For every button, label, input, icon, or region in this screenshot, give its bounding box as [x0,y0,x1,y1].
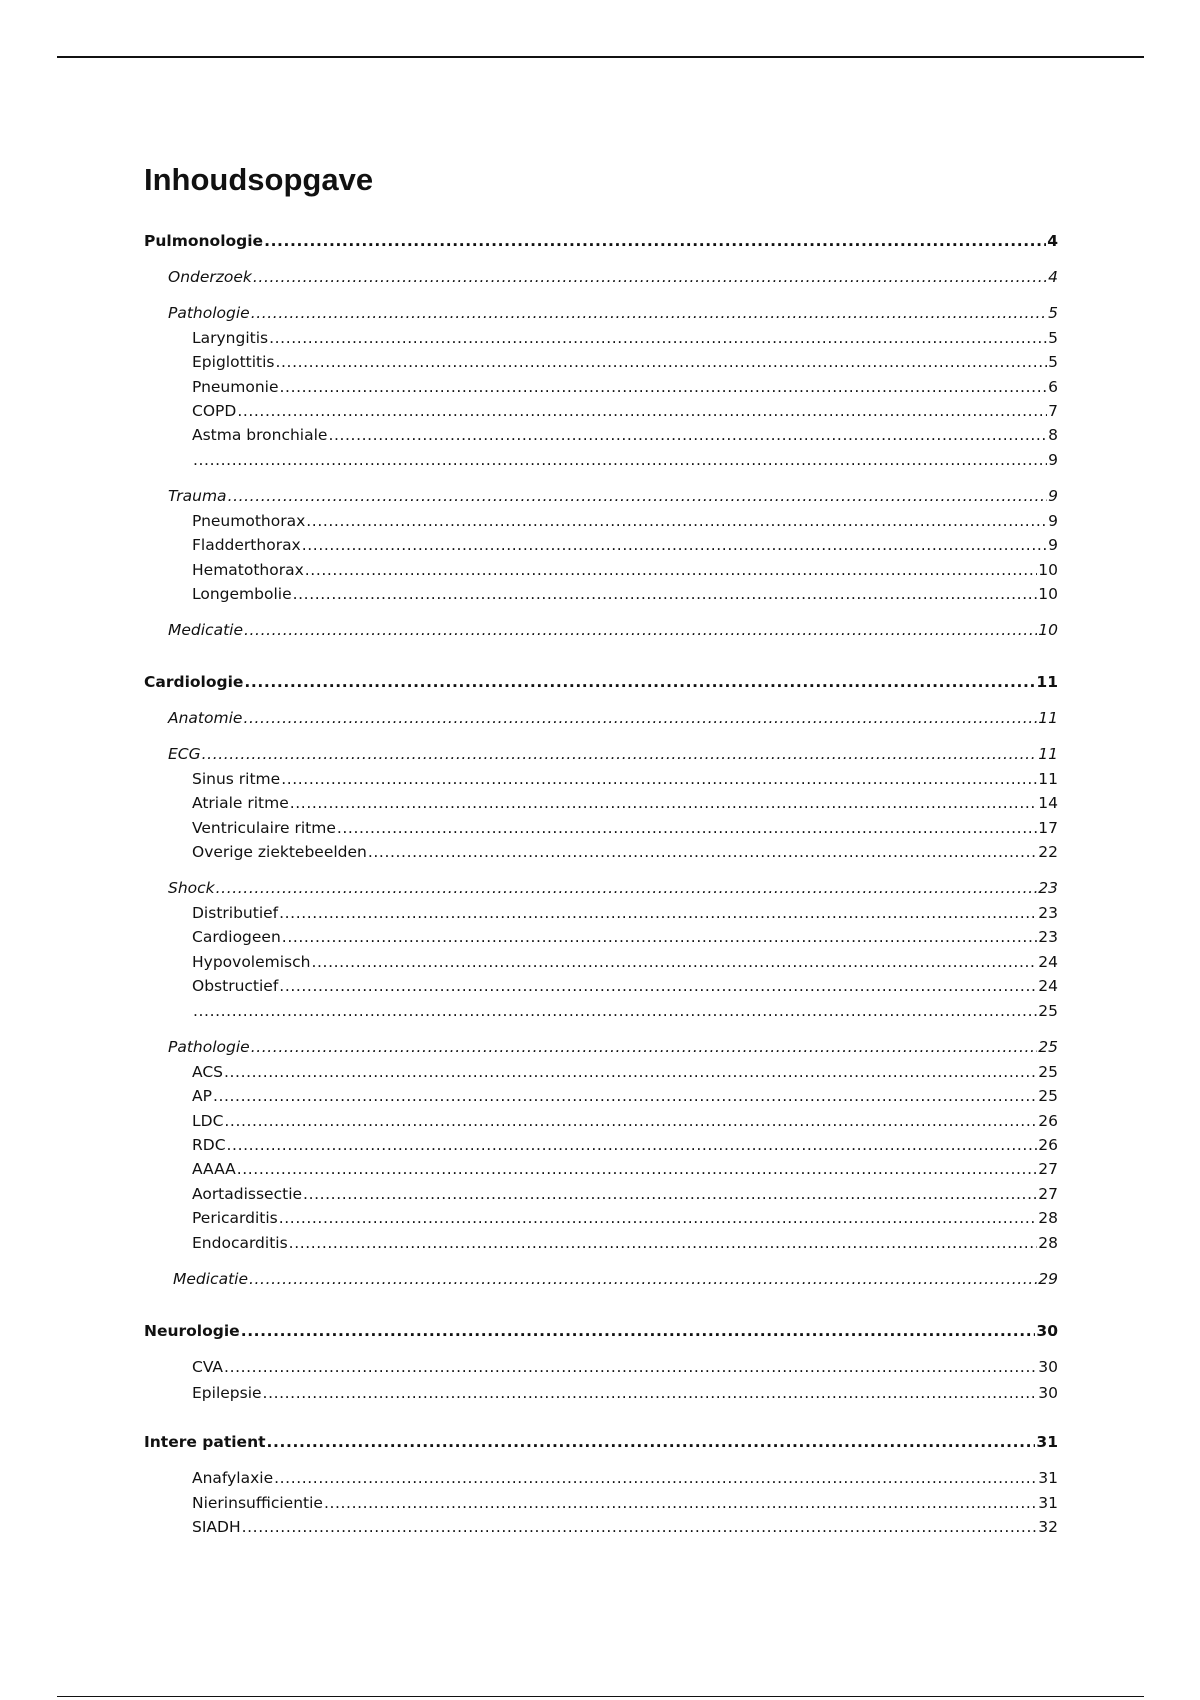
toc-entry[interactable] [192,534,1058,556]
toc-entry-label: AP [192,1087,212,1105]
toc-leader-dots [237,400,1047,422]
toc-entry[interactable] [192,400,1058,422]
toc-leader-dots [279,902,1037,924]
toc-entry-label: Epilepsie [192,1384,262,1402]
toc-entry-label: Hematothorax [192,561,304,579]
toc-leader-dots [279,1207,1038,1229]
toc-page-number: 28 [1038,1209,1058,1227]
toc-entry[interactable] [192,768,1058,790]
toc-entry[interactable] [192,1134,1058,1156]
toc-page-number: 29 [1038,1270,1058,1288]
toc-entry-label: Longembolie [192,585,292,603]
toc-entry[interactable] [168,266,1058,288]
toc-entry-label: Obstructief [192,977,279,995]
toc-entry[interactable] [192,951,1058,973]
toc-entry-label: Overige ziektebeelden [192,843,367,861]
toc-page-number: 11 [1038,770,1058,788]
toc-entry[interactable] [192,1085,1058,1107]
toc-entry[interactable] [168,877,1058,899]
toc-page-number: 8 [1048,426,1058,444]
toc-leader-dots [328,424,1047,446]
toc-page-number: 10 [1038,621,1058,639]
toc-leader-dots [241,1320,1036,1342]
toc-entry-label: Neurologie [144,1322,240,1340]
toc-page-number: 24 [1038,953,1058,971]
toc-entry[interactable] [192,1232,1058,1254]
toc-leader-dots [324,1492,1037,1514]
toc-entry[interactable] [192,351,1058,373]
toc-entry[interactable] [192,817,1058,839]
toc-leader-dots [242,1516,1038,1538]
toc-page-number: 4 [1047,232,1058,250]
toc-page-number: 9 [1048,451,1058,469]
toc-leader-dots [293,583,1038,605]
toc-entry[interactable] [192,1183,1058,1205]
toc-page-number: 11 [1038,745,1058,763]
toc-entry-label: SIADH [192,1518,241,1536]
toc-leader-dots [303,1183,1037,1205]
toc-entry-label: Pneumonie [192,378,279,396]
toc-entry[interactable] [192,1516,1058,1538]
toc-page-number: 5 [1048,353,1058,371]
toc-page-number: 31 [1036,1433,1058,1451]
toc-entry-label: CVA [192,1358,224,1376]
toc-entry-label: Pneumothorax [192,512,306,530]
toc-page-number: 26 [1038,1112,1058,1130]
toc-leader-dots [216,877,1038,899]
toc-entry[interactable] [168,302,1058,324]
toc-entry[interactable] [144,230,1058,252]
toc-leader-dots [244,671,1035,693]
toc-page-number: 10 [1038,561,1058,579]
toc-entry[interactable] [144,1431,1058,1453]
toc-leader-dots [276,351,1048,373]
toc-entry-label: Laryngitis [192,329,269,347]
toc-page-number: 9 [1048,536,1058,554]
toc-leader-dots [280,376,1048,398]
toc-entry-label: Trauma [168,487,227,505]
toc-entry-label: Hypovolemisch [192,953,311,971]
toc-entry[interactable] [192,926,1058,948]
toc-leader-dots [289,1232,1038,1254]
toc-leader-dots [227,1134,1038,1156]
toc-page-number: 25 [1038,1038,1058,1056]
toc-entry[interactable] [173,1268,1058,1290]
toc-page-number: 23 [1038,904,1058,922]
toc-entry-label: Atriale ritme [192,794,289,812]
toc-leader-dots [305,559,1037,581]
toc-entry-label: ECG [168,745,201,763]
toc-entry[interactable] [192,327,1058,349]
toc-page-number: 31 [1038,1494,1058,1512]
toc-entry-label: Aortadissectie [192,1185,303,1203]
toc-entry-label: Anafylaxie [192,1469,274,1487]
toc-leader-dots [279,975,1037,997]
toc-leader-dots [302,534,1047,556]
toc-page-number: 14 [1038,794,1058,812]
toc-entry[interactable] [192,841,1058,863]
toc-leader-dots [274,1467,1037,1489]
toc-page-number: 24 [1038,977,1058,995]
toc-leader-dots [306,510,1047,532]
toc-entry-label: Fladderthorax [192,536,301,554]
toc-page-number: 25 [1038,1087,1058,1105]
toc-entry[interactable] [168,707,1058,729]
toc-entry[interactable] [192,1467,1058,1489]
toc-entry[interactable] [192,1492,1058,1514]
toc-entry[interactable] [168,619,1058,641]
toc-entry[interactable] [168,743,1058,765]
toc-entry-label: Ventriculaire ritme [192,819,336,837]
toc-page-number: 11 [1038,709,1058,727]
toc-page-number: 25 [1038,1063,1058,1081]
toc-entry[interactable] [192,975,1058,997]
toc-entry-label: Medicatie [168,621,243,639]
toc-entry-label: LDC [192,1112,224,1130]
toc-entry-label: Cardiogeen [192,928,281,946]
toc-entry-label: Distributief [192,904,279,922]
toc-entry-label: Sinus ritme [192,770,281,788]
toc-entry-label: Pericarditis [192,1209,278,1227]
toc-entry[interactable] [144,671,1058,693]
toc-entry-label: Shock [168,879,215,897]
toc-entry[interactable] [192,1158,1058,1180]
toc-entry-label: Pathologie [168,304,250,322]
toc-entry-label: ACS [192,1063,223,1081]
toc-page-number: 5 [1048,329,1058,347]
toc-leader-dots [224,1061,1037,1083]
toc-entry[interactable] [192,1110,1058,1132]
toc-entry[interactable] [192,583,1058,605]
toc-page-number: 30 [1038,1358,1058,1376]
toc-leader-dots [264,230,1046,252]
toc-page-number: 26 [1038,1136,1058,1154]
toc-page-number: 10 [1038,585,1058,603]
toc-leader-dots [282,926,1037,948]
toc-leader-dots [249,1268,1037,1290]
toc-entry-label: Pulmonologie [144,232,264,250]
toc-leader-dots [311,951,1037,973]
toc-page-number: 17 [1038,819,1058,837]
toc-leader-dots [193,1000,1037,1022]
toc-entry-label: Anatomie [168,709,243,727]
toc-page-number: 32 [1038,1518,1058,1536]
toc-entry[interactable] [192,902,1058,924]
toc-entry-label: Medicatie [173,1270,248,1288]
toc-leader-dots [202,743,1038,765]
toc-leader-dots [253,266,1047,288]
toc-leader-dots [368,841,1037,863]
toc-entry[interactable] [192,1356,1058,1378]
toc-entry[interactable] [168,485,1058,507]
toc-entry[interactable] [192,376,1058,398]
toc-leader-dots [237,1158,1038,1180]
toc-page-number: 5 [1048,304,1058,322]
toc-leader-dots [224,1356,1037,1378]
toc-page-number: 22 [1038,843,1058,861]
toc-entry[interactable] [192,1382,1058,1404]
toc-entry[interactable] [192,510,1058,532]
toc-entry[interactable] [192,449,1058,471]
toc-leader-dots [267,1431,1036,1453]
toc-entry-label: RDC [192,1136,226,1154]
toc-entry-label: Onderzoek [168,268,252,286]
toc-entry-label: Astma bronchiale [192,426,328,444]
toc-leader-dots [243,707,1037,729]
toc-entry-label: Pathologie [168,1038,250,1056]
toc-leader-dots [244,619,1037,641]
toc-page-number: 4 [1048,268,1058,286]
toc-entry[interactable] [144,1320,1058,1342]
toc-leader-dots [193,449,1047,471]
toc-page-number: 30 [1036,1322,1058,1340]
toc-entry-label: Nierinsufficientie [192,1494,323,1512]
footer-rule [57,1696,1144,1697]
toc-leader-dots [228,485,1048,507]
toc-leader-dots [281,768,1037,790]
toc-entry[interactable] [192,559,1058,581]
toc-page-number: 23 [1038,879,1058,897]
toc-entry[interactable] [192,792,1058,814]
toc-page-number: 9 [1048,487,1058,505]
toc-entry-label: COPD [192,402,237,420]
toc-entry[interactable] [192,1207,1058,1229]
toc-leader-dots [251,302,1047,324]
page-title: Inhoudsopgave [144,162,374,197]
toc-page-number: 28 [1038,1234,1058,1252]
toc-entry-label: AAAA [192,1160,236,1178]
toc-page-number: 27 [1038,1160,1058,1178]
toc-entry-label: Endocarditis [192,1234,288,1252]
toc-entry-label: Epiglottitis [192,353,275,371]
toc-leader-dots [213,1085,1037,1107]
toc-leader-dots [290,792,1038,814]
toc-page-number: 27 [1038,1185,1058,1203]
toc-leader-dots [337,817,1037,839]
toc-page-number: 25 [1038,1002,1058,1020]
toc-entry[interactable] [192,1000,1058,1022]
toc-entry[interactable] [192,1061,1058,1083]
toc-page-number: 31 [1038,1469,1058,1487]
toc-page-number: 23 [1038,928,1058,946]
toc-page-number: 7 [1048,402,1058,420]
toc-leader-dots [224,1110,1037,1132]
toc-page-number: 11 [1036,673,1058,691]
toc-entry-label: Intere patient [144,1433,266,1451]
toc-leader-dots [269,327,1047,349]
toc-entry[interactable] [168,1036,1058,1058]
toc-leader-dots [251,1036,1038,1058]
toc-entry-label: Cardiologie [144,673,244,691]
toc-entry[interactable] [192,424,1058,446]
toc-page-number: 6 [1048,378,1058,396]
toc-page-number: 9 [1048,512,1058,530]
toc-leader-dots [263,1382,1038,1404]
toc-page-number: 30 [1038,1384,1058,1402]
header-rule [57,56,1144,58]
